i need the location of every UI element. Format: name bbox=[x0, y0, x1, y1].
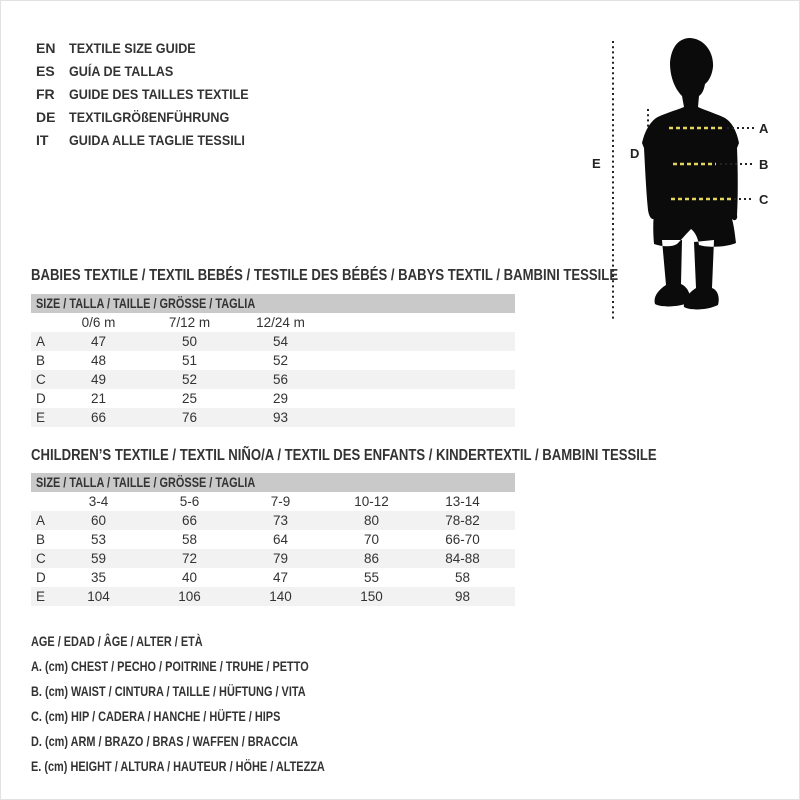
table-cell: 106 bbox=[178, 589, 201, 604]
table-cell: 76 bbox=[181, 410, 198, 425]
lang-title: GUIDA ALLE TAGLIE TESSILI bbox=[69, 132, 245, 148]
lang-code: ES bbox=[36, 63, 55, 79]
column-header: 7/12 m bbox=[168, 315, 211, 330]
table-row bbox=[31, 568, 515, 587]
lang-row-fr bbox=[36, 83, 269, 106]
table-cell: 40 bbox=[181, 570, 198, 585]
measure-label-c: C bbox=[759, 192, 769, 207]
babies-size-header-text: SIZE / TALLA / TAILLE / GRÖSSE / TAGLIA bbox=[36, 295, 256, 311]
legend-line-height: E. (cm) HEIGHT / ALTURA / HAUTEUR / HÖHE / ALTEZZA bbox=[31, 758, 325, 774]
row-label: A bbox=[36, 513, 46, 528]
lang-row-es bbox=[36, 60, 269, 83]
babies-section-title bbox=[31, 267, 747, 285]
table-cell: 55 bbox=[363, 570, 380, 585]
table-cell: 66-70 bbox=[445, 532, 480, 547]
table-cell: 73 bbox=[272, 513, 289, 528]
row-label: E bbox=[36, 410, 46, 425]
table-cell: 53 bbox=[90, 532, 107, 547]
children-size-table bbox=[31, 492, 515, 606]
legend-line-hip: C. (cm) HIP / CADERA / HANCHE / HÜFTE / HIPS bbox=[31, 708, 281, 724]
table-cell: 47 bbox=[90, 334, 107, 349]
legend-line-arm: D. (cm) ARM / BRAZO / BRAS / WAFFEN / BRACCIA bbox=[31, 733, 299, 749]
column-header: 3-4 bbox=[88, 494, 109, 509]
table-cell: 59 bbox=[90, 551, 107, 566]
table-cell: 25 bbox=[181, 391, 198, 406]
column-header: 5-6 bbox=[179, 494, 200, 509]
table-cell: 84-88 bbox=[445, 551, 480, 566]
table-cell: 58 bbox=[181, 532, 198, 547]
legend-line-waist: B. (cm) WAIST / CINTURA / TAILLE / HÜFTUNG / VITA bbox=[31, 683, 306, 699]
table-cell: 79 bbox=[272, 551, 289, 566]
table-cell: 80 bbox=[363, 513, 380, 528]
table-cell: 104 bbox=[87, 589, 110, 604]
row-label: D bbox=[36, 570, 46, 585]
table-row bbox=[31, 492, 515, 511]
measure-label-b: B bbox=[759, 157, 769, 172]
lang-code: IT bbox=[36, 132, 49, 148]
column-header: 0/6 m bbox=[81, 315, 116, 330]
table-cell: 150 bbox=[360, 589, 383, 604]
table-cell: 56 bbox=[272, 372, 289, 387]
table-cell: 50 bbox=[181, 334, 198, 349]
lang-title: TEXTILE SIZE GUIDE bbox=[69, 40, 196, 56]
measure-label-e: E bbox=[592, 156, 601, 171]
table-row bbox=[31, 389, 515, 408]
row-label: C bbox=[36, 551, 46, 566]
children-size-header-bar bbox=[31, 473, 515, 492]
table-cell: 54 bbox=[272, 334, 289, 349]
table-cell: 49 bbox=[90, 372, 107, 387]
row-label: E bbox=[36, 589, 46, 604]
measure-label-d: D bbox=[630, 146, 640, 161]
row-label: C bbox=[36, 372, 46, 387]
table-cell: 48 bbox=[90, 353, 107, 368]
table-row bbox=[31, 408, 515, 427]
lang-code: EN bbox=[36, 40, 56, 56]
lang-title: TEXTILGRÖßENFÜHRUNG bbox=[69, 109, 230, 125]
column-header: 12/24 m bbox=[256, 315, 305, 330]
table-row bbox=[31, 313, 515, 332]
row-label: D bbox=[36, 391, 46, 406]
babies-size-header-bar bbox=[31, 294, 515, 313]
table-row bbox=[31, 549, 515, 568]
table-row bbox=[31, 370, 515, 389]
column-header: 13-14 bbox=[445, 494, 480, 509]
table-cell: 29 bbox=[272, 391, 289, 406]
table-row bbox=[31, 351, 515, 370]
lang-row-de bbox=[36, 106, 269, 129]
lang-row-it bbox=[36, 129, 269, 152]
table-row bbox=[31, 332, 515, 351]
babies-section-title-text: BABIES TEXTILE / TEXTIL BEBÉS / TESTILE DES BÉBÉS / BABYS TEXTIL / BAMBINI TESSILE bbox=[31, 267, 619, 284]
table-cell: 140 bbox=[269, 589, 292, 604]
table-cell: 60 bbox=[90, 513, 107, 528]
children-section-title-text: CHILDREN’S TEXTILE / TEXTIL NIÑO/A / TEXTIL DES ENFANTS / KINDERTEXTIL / BAMBINI TESSILE bbox=[31, 447, 657, 464]
lang-code: FR bbox=[36, 86, 55, 102]
table-cell: 52 bbox=[181, 372, 198, 387]
table-cell: 66 bbox=[181, 513, 198, 528]
table-row bbox=[31, 587, 515, 606]
table-cell: 35 bbox=[90, 570, 107, 585]
lang-row-en bbox=[36, 37, 269, 60]
table-cell: 21 bbox=[90, 391, 107, 406]
table-row bbox=[31, 530, 515, 549]
table-cell: 93 bbox=[272, 410, 289, 425]
table-cell: 70 bbox=[363, 532, 380, 547]
column-header: 10-12 bbox=[354, 494, 389, 509]
measure-label-a: A bbox=[759, 121, 769, 136]
row-label: B bbox=[36, 353, 46, 368]
measurement-legend bbox=[31, 629, 408, 779]
children-section-title bbox=[31, 447, 794, 465]
table-cell: 72 bbox=[181, 551, 198, 566]
language-title-list bbox=[36, 37, 269, 152]
table-cell: 64 bbox=[272, 532, 289, 547]
table-row bbox=[31, 511, 515, 530]
table-cell: 86 bbox=[363, 551, 380, 566]
babies-size-table bbox=[31, 313, 515, 427]
lang-title: GUÍA DE TALLAS bbox=[69, 63, 174, 79]
table-cell: 52 bbox=[272, 353, 289, 368]
legend-line-chest: A. (cm) CHEST / PECHO / POITRINE / TRUHE / PETTO bbox=[31, 658, 309, 674]
row-label: B bbox=[36, 532, 46, 547]
column-header: 7-9 bbox=[270, 494, 291, 509]
table-cell: 98 bbox=[454, 589, 471, 604]
table-cell: 78-82 bbox=[445, 513, 480, 528]
lang-title: GUIDE DES TAILLES TEXTILE bbox=[69, 86, 249, 102]
table-cell: 51 bbox=[181, 353, 198, 368]
table-cell: 58 bbox=[454, 570, 471, 585]
lang-code: DE bbox=[36, 109, 56, 125]
row-label: A bbox=[36, 334, 46, 349]
children-size-header-text: SIZE / TALLA / TAILLE / GRÖSSE / TAGLIA bbox=[36, 474, 256, 490]
legend-line-age: AGE / EDAD / ÂGE / ALTER / ETÀ bbox=[31, 633, 203, 649]
table-cell: 47 bbox=[272, 570, 289, 585]
table-cell: 66 bbox=[90, 410, 107, 425]
